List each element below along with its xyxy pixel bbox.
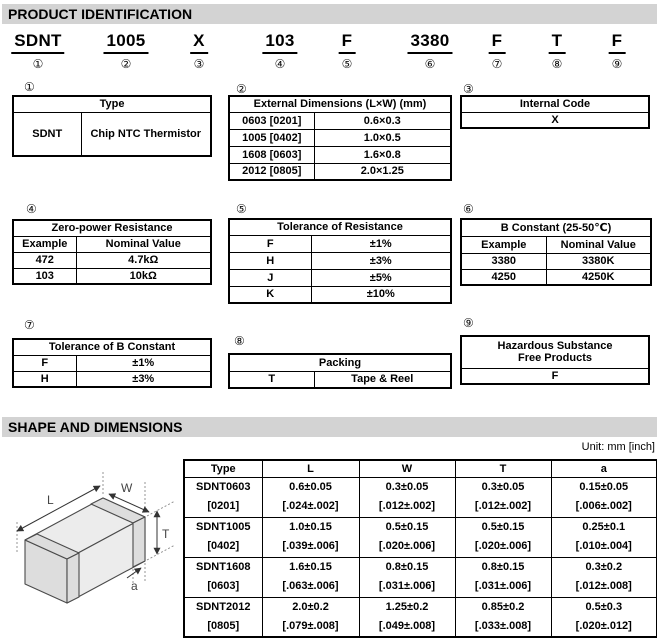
table-row xyxy=(229,235,451,252)
external-dimensions-table xyxy=(228,95,452,181)
table-mark-9: ⑨ xyxy=(463,316,474,330)
packing-value-cell: Tape & Reel xyxy=(314,371,451,388)
value-mm: 0.3±0.2 xyxy=(585,561,623,573)
nominal-cell: 3380K xyxy=(546,253,651,269)
packing-table xyxy=(228,353,452,389)
table-row xyxy=(13,371,211,387)
dimensions-row xyxy=(184,597,657,637)
table-title: Tolerance of Resistance xyxy=(229,219,451,235)
value-inch: [.031±.006] xyxy=(378,580,436,592)
part-number-code: X xyxy=(190,31,208,54)
table-row xyxy=(229,146,451,163)
example-cell: 4250 xyxy=(461,269,546,285)
value-inch: [.012±.002] xyxy=(474,500,532,512)
value-mm: 0.25±0.1 xyxy=(582,521,626,533)
table-row xyxy=(229,112,451,129)
table-row xyxy=(13,112,211,156)
type-cell xyxy=(184,477,262,517)
value-mm: 0.5±0.3 xyxy=(585,600,623,613)
value-mm: 0.6±0.05 xyxy=(289,481,332,493)
example-cell: 103 xyxy=(13,268,76,284)
tolerance-value-cell: ±3% xyxy=(76,371,211,387)
segment-mark: ① xyxy=(32,57,44,71)
part-number-segment xyxy=(407,31,452,71)
value-inch: [.012±.008] xyxy=(575,580,632,592)
value-mm: 1.25±0.2 xyxy=(385,600,429,613)
part-number-code: F xyxy=(339,31,356,54)
dimensions-row xyxy=(184,517,657,557)
example-cell: 3380 xyxy=(461,253,546,269)
table-row xyxy=(13,268,211,284)
table-mark-1: ① xyxy=(24,80,35,94)
value-mm: 0.8±0.15 xyxy=(481,561,525,573)
packing-code-cell: T xyxy=(229,371,314,388)
table-row xyxy=(229,286,451,303)
table-title: Packing xyxy=(229,354,451,371)
value-inch: [0805] xyxy=(207,619,240,632)
value-mm: 0.3±0.05 xyxy=(481,481,525,493)
size-value-cell: 1.6×0.8 xyxy=(314,146,451,163)
table-title: Type xyxy=(13,96,211,112)
hazardous-code-cell: F xyxy=(461,368,649,384)
section-header-shape-and-dimensions: SHAPE AND DIMENSIONS xyxy=(2,417,657,437)
dimensions-row xyxy=(184,477,657,517)
segment-mark: ⑤ xyxy=(341,57,353,71)
part-number-code: F xyxy=(489,31,506,54)
table-row xyxy=(461,368,649,384)
table-row xyxy=(13,355,211,371)
T-cell xyxy=(455,597,551,637)
tolerance-value-cell: ±1% xyxy=(311,235,451,252)
type-cell xyxy=(184,597,262,637)
type-table xyxy=(12,95,212,157)
hazardous-substance-table xyxy=(460,335,650,385)
part-number-segment xyxy=(11,31,64,71)
nominal-cell: 10kΩ xyxy=(76,268,211,284)
a-cell xyxy=(551,477,657,517)
segment-mark: ③ xyxy=(193,57,205,71)
part-number-segment xyxy=(339,31,356,71)
value-inch: [0402] xyxy=(207,540,240,552)
part-number-code: 1005 xyxy=(103,31,148,54)
dimensions-row xyxy=(184,557,657,597)
W-cell xyxy=(359,557,455,597)
L-cell xyxy=(262,597,359,637)
value-inch: [.006±.002] xyxy=(575,500,632,512)
value-inch: [.020±.012] xyxy=(575,619,632,632)
part-number-code: T xyxy=(549,31,566,54)
part-number-code: 3380 xyxy=(407,31,452,54)
label-T: T xyxy=(162,527,170,541)
header-a: a xyxy=(551,460,657,477)
value-mm: 0.3±0.05 xyxy=(385,481,429,493)
T-cell xyxy=(455,477,551,517)
value-inch: [.020±.006] xyxy=(378,540,436,552)
table-mark-7: ⑦ xyxy=(24,318,35,332)
table-row xyxy=(461,112,649,128)
value-inch: [0603] xyxy=(207,580,240,592)
W-cell xyxy=(359,477,455,517)
dimensions-header-row xyxy=(184,460,657,477)
table-title-line2: Free Products xyxy=(518,352,592,365)
table-title: B Constant (25-50℃) xyxy=(461,219,651,236)
table-row xyxy=(229,269,451,286)
table-title: Tolerance of B Constant xyxy=(13,339,211,355)
table-row xyxy=(13,252,211,268)
value-mm: SDNT1608 xyxy=(196,561,251,573)
internal-code-table xyxy=(460,95,650,129)
table-row xyxy=(229,129,451,146)
value-inch: [.049±.008] xyxy=(378,619,436,632)
section-header-product-identification: PRODUCT IDENTIFICATION xyxy=(2,4,657,24)
size-value-cell: 0.6×0.3 xyxy=(314,112,451,129)
T-cell xyxy=(455,557,551,597)
segment-mark: ⑨ xyxy=(611,57,623,71)
unit-note: Unit: mm [inch] xyxy=(581,441,655,453)
segment-mark: ⑥ xyxy=(424,57,436,71)
value-mm: 2.0±0.2 xyxy=(292,600,329,613)
value-mm: 1.0±0.15 xyxy=(289,521,332,533)
label-W: W xyxy=(121,481,133,495)
segment-mark: ⑦ xyxy=(491,57,503,71)
value-mm: 0.8±0.15 xyxy=(385,561,429,573)
a-cell xyxy=(551,517,657,557)
table-mark-3: ③ xyxy=(463,82,474,96)
value-mm: SDNT1005 xyxy=(196,521,251,533)
table-row xyxy=(229,252,451,269)
chip-body xyxy=(25,498,145,603)
header-type: Type xyxy=(184,460,262,477)
value-mm: 0.5±0.15 xyxy=(385,521,429,533)
table-row xyxy=(461,236,651,253)
type-code-cell: SDNT xyxy=(13,112,81,156)
right-terminal-front xyxy=(133,517,145,567)
W-cell xyxy=(359,517,455,557)
tolerance-code-cell: H xyxy=(229,252,311,269)
type-cell xyxy=(184,557,262,597)
part-number-code: F xyxy=(609,31,626,54)
table-mark-8: ⑧ xyxy=(234,334,245,348)
tolerance-code-cell: K xyxy=(229,286,311,303)
T-cell xyxy=(455,517,551,557)
value-inch: [.010±.004] xyxy=(575,540,632,552)
part-number-segment xyxy=(262,31,297,71)
value-inch: [.033±.008] xyxy=(474,619,532,632)
label-a: a xyxy=(131,579,138,593)
tolerance-value-cell: ±5% xyxy=(311,269,451,286)
table-title-line1: Hazardous Substance xyxy=(497,340,613,353)
chip-dimension-diagram xyxy=(5,462,180,634)
value-inch: [.024±.002] xyxy=(282,500,339,512)
internal-code-cell: X xyxy=(461,112,649,128)
nominal-cell: 4.7kΩ xyxy=(76,252,211,268)
tolerance-of-b-constant-table xyxy=(12,338,212,388)
tolerance-code-cell: F xyxy=(13,355,76,371)
tolerance-value-cell: ±1% xyxy=(76,355,211,371)
table-row xyxy=(13,236,211,252)
header-W: W xyxy=(359,460,455,477)
value-mm: 0.15±0.05 xyxy=(579,481,629,493)
segment-mark: ② xyxy=(120,57,132,71)
segment-mark: ⑧ xyxy=(551,57,563,71)
L-cell xyxy=(262,557,359,597)
part-number-segment xyxy=(489,31,506,71)
header-L: L xyxy=(262,460,359,477)
table-title: External Dimensions (L×W) (mm) xyxy=(229,96,451,112)
table-title: Zero-power Resistance xyxy=(13,220,211,236)
part-number-segment xyxy=(190,31,208,71)
value-mm: SDNT0603 xyxy=(196,481,251,493)
table-row xyxy=(229,371,451,388)
value-inch: [.031±.006] xyxy=(474,580,532,592)
part-number-segment xyxy=(609,31,626,71)
value-inch: [.020±.006] xyxy=(474,540,532,552)
table-row xyxy=(461,253,651,269)
table-row xyxy=(461,269,651,285)
table-mark-6: ⑥ xyxy=(463,202,474,216)
type-desc-cell: Chip NTC Thermistor xyxy=(81,112,211,156)
size-code-cell: 2012 [0805] xyxy=(229,163,314,180)
value-mm: 1.6±0.15 xyxy=(289,561,332,573)
size-value-cell: 2.0×1.25 xyxy=(314,163,451,180)
tolerance-code-cell: J xyxy=(229,269,311,286)
size-value-cell: 1.0×0.5 xyxy=(314,129,451,146)
value-mm: SDNT2012 xyxy=(196,600,251,613)
example-cell: 472 xyxy=(13,252,76,268)
value-inch: [.039±.006] xyxy=(282,540,339,552)
zero-power-resistance-table xyxy=(12,219,212,285)
column-header-nominal: Nominal Value xyxy=(76,236,211,252)
label-L: L xyxy=(47,493,54,507)
part-number-code: 103 xyxy=(262,31,297,54)
table-title: Internal Code xyxy=(461,96,649,112)
table-mark-4: ④ xyxy=(26,202,37,216)
value-inch: [.012±.002] xyxy=(378,500,436,512)
tolerance-value-cell: ±10% xyxy=(311,286,451,303)
part-number-segment xyxy=(549,31,566,71)
table-title xyxy=(461,336,649,368)
header-T: T xyxy=(455,460,551,477)
value-inch: [.079±.008] xyxy=(282,619,339,632)
value-inch: [.063±.006] xyxy=(282,580,339,592)
tolerance-code-cell: H xyxy=(13,371,76,387)
L-cell xyxy=(262,477,359,517)
tolerance-code-cell: F xyxy=(229,235,311,252)
table-row xyxy=(229,163,451,180)
column-header-example: Example xyxy=(13,236,76,252)
dimensions-table xyxy=(183,459,657,638)
tolerance-value-cell: ±3% xyxy=(311,252,451,269)
type-cell xyxy=(184,517,262,557)
a-cell xyxy=(551,557,657,597)
b-constant-table xyxy=(460,218,652,286)
segment-mark: ④ xyxy=(274,57,286,71)
nominal-cell: 4250K xyxy=(546,269,651,285)
size-code-cell: 0603 [0201] xyxy=(229,112,314,129)
a-cell xyxy=(551,597,657,637)
W-cell xyxy=(359,597,455,637)
L-cell xyxy=(262,517,359,557)
value-mm: 0.5±0.15 xyxy=(481,521,525,533)
size-code-cell: 1608 [0603] xyxy=(229,146,314,163)
value-mm: 0.85±0.2 xyxy=(481,600,525,613)
value-inch: [0201] xyxy=(207,500,240,512)
part-number-code: SDNT xyxy=(11,31,64,54)
tolerance-of-resistance-table xyxy=(228,218,452,304)
column-header-example: Example xyxy=(461,236,546,253)
left-terminal-front xyxy=(67,553,79,603)
table-mark-5: ⑤ xyxy=(236,202,247,216)
column-header-nominal: Nominal Value xyxy=(546,236,651,253)
size-code-cell: 1005 [0402] xyxy=(229,129,314,146)
table-mark-2: ② xyxy=(236,82,247,96)
part-number-segment xyxy=(103,31,148,71)
